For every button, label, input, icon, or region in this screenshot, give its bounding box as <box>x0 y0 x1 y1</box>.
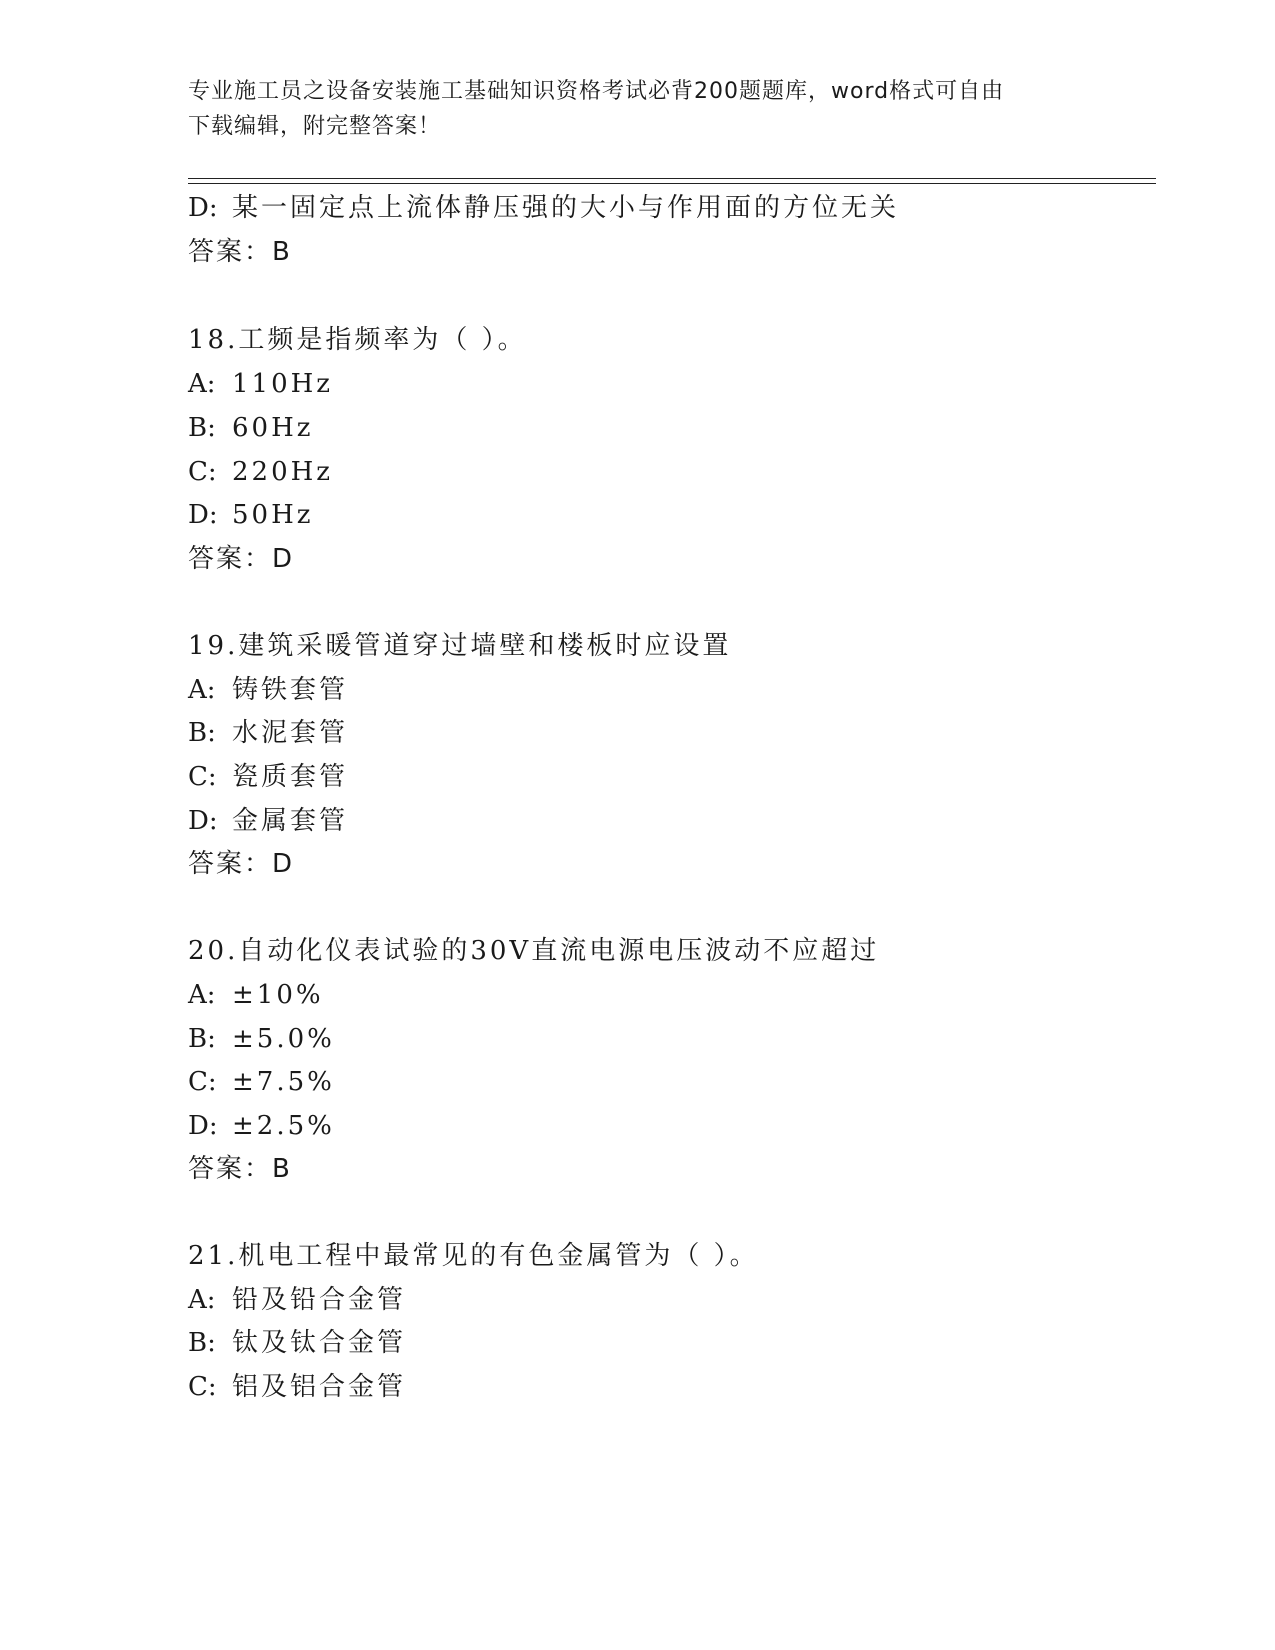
document-header <box>188 74 1088 144</box>
header-divider-top <box>188 178 1156 179</box>
option-text: ±10% <box>232 980 324 1010</box>
option-text: 60Hz <box>232 413 314 443</box>
q18-option-d <box>188 497 313 533</box>
option-label: B: <box>188 1328 216 1358</box>
q19-option-a <box>188 672 348 708</box>
header-divider-bottom <box>188 183 1156 184</box>
header-line-2: 下载编辑，附完整答案！ <box>188 114 442 139</box>
option-text: 50Hz <box>232 500 314 530</box>
option-text: 水泥套管 <box>232 718 349 748</box>
q19-option-b <box>188 715 348 751</box>
option-text: ±5.0% <box>232 1024 335 1054</box>
q20-option-d <box>188 1108 335 1144</box>
option-label: D: <box>188 806 218 836</box>
q20-question: 20.自动化仪表试验的30V直流电源电压波动不应超过 <box>188 936 880 966</box>
q19-question: 19.建筑采暖管道穿过墙壁和楼板时应设置 <box>188 631 732 661</box>
q18-answer: 答案：D <box>188 544 295 574</box>
option-label: C: <box>188 1067 217 1097</box>
option-label: B: <box>188 1024 216 1054</box>
q21-option-a <box>188 1282 406 1318</box>
q17-option-d <box>188 190 899 226</box>
q18-question: 18.工频是指频率为（ ）。 <box>188 325 527 355</box>
option-text: ±2.5% <box>232 1111 335 1141</box>
option-label: A: <box>188 675 216 705</box>
q20-option-c <box>188 1064 335 1100</box>
option-text: 铝及铝合金管 <box>232 1372 407 1402</box>
option-text: 金属套管 <box>232 806 349 836</box>
q20-option-b <box>188 1021 335 1057</box>
option-label: D: <box>188 193 218 223</box>
option-label: D: <box>188 1111 218 1141</box>
option-label: B: <box>188 718 216 748</box>
q17-answer: 答案：B <box>188 237 292 267</box>
option-text: 钛及钛合金管 <box>232 1328 407 1358</box>
q18-option-b <box>188 410 313 446</box>
option-label: C: <box>188 457 217 487</box>
option-text: ±7.5% <box>232 1067 335 1097</box>
q19-answer: 答案：D <box>188 849 295 879</box>
option-label: C: <box>188 762 217 792</box>
q18-option-c <box>188 454 333 490</box>
q21-question: 21.机电工程中最常见的有色金属管为（ ）。 <box>188 1241 759 1271</box>
q20-answer: 答案：B <box>188 1154 292 1184</box>
option-text: 铸铁套管 <box>232 675 349 705</box>
q21-option-c <box>188 1369 406 1405</box>
option-label: B: <box>188 413 216 443</box>
option-text: 瓷质套管 <box>232 762 349 792</box>
q19-option-c <box>188 759 348 795</box>
option-text: 220Hz <box>232 457 333 487</box>
option-text: 铅及铅合金管 <box>232 1285 407 1315</box>
option-label: D: <box>188 500 218 530</box>
q21-option-b <box>188 1325 406 1361</box>
option-label: A: <box>188 369 216 399</box>
q18-option-a <box>188 366 333 402</box>
option-label: A: <box>188 1285 216 1315</box>
option-label: A: <box>188 980 216 1010</box>
option-text: 110Hz <box>232 369 333 399</box>
header-line-1: 专业施工员之设备安装施工基础知识资格考试必背200题题库，word格式可自由 <box>188 79 1005 104</box>
q20-option-a <box>188 977 324 1013</box>
option-label: C: <box>188 1372 217 1402</box>
q19-option-d <box>188 803 348 839</box>
option-text: 某一固定点上流体静压强的大小与作用面的方位无关 <box>232 193 900 223</box>
